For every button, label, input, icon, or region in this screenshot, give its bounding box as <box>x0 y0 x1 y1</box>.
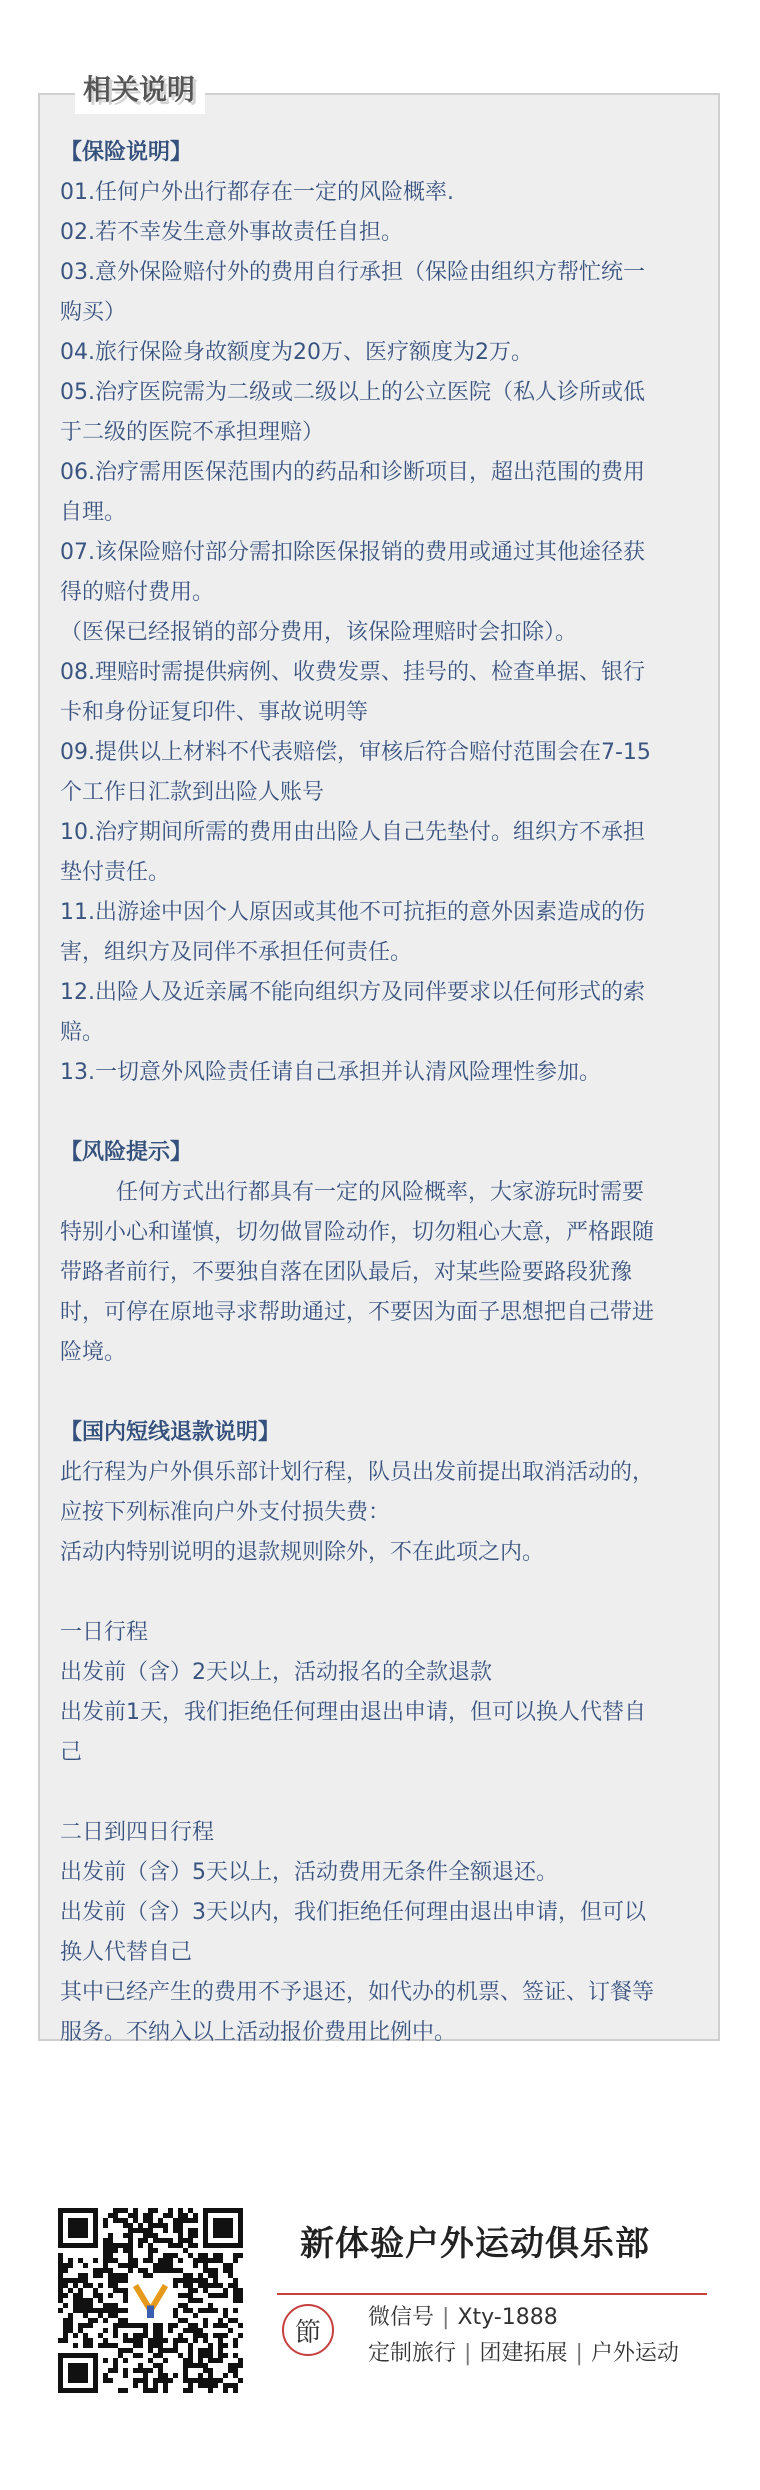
insurance-line: 08.理赔时需提供病例、收费发票、挂号的、检查单据、银行 <box>60 660 645 685</box>
spacer <box>60 1773 698 1813</box>
spacer <box>60 1573 698 1613</box>
insurance-line: （医保已经报销的部分费用，该保险理赔时会扣除）。 <box>60 620 578 645</box>
club-name: 新体验户外运动俱乐部 <box>300 2224 650 2264</box>
insurance-line: 个工作日汇款到出险人账号 <box>60 780 325 805</box>
refund-heading: 【国内短线退款说明】 <box>60 1420 281 1445</box>
wechat-id: Xty-1888 <box>457 2305 558 2330</box>
service-item: 定制旅行 <box>368 2341 457 2366</box>
insurance-line: 于二级的医院不承担理赔） <box>60 420 325 445</box>
service-item: 户外运动 <box>590 2341 679 2366</box>
separator: | <box>464 2341 472 2366</box>
insurance-line: 10.治疗期间所需的费用由出险人自己先垫付。组织方不承担 <box>60 820 645 845</box>
refund-intro-line: 应按下列标准向户外支付损失费： <box>60 1500 391 1525</box>
risk-line: 带路者前行，不要独自落在团队最后，对某些险要路段犹豫 <box>60 1260 633 1285</box>
insurance-line: 01.任何户外出行都存在一定的风险概率. <box>60 180 454 205</box>
one-day-title: 一日行程 <box>60 1620 149 1645</box>
multi-day-line: 其中已经产生的费用不予退还，如代办的机票、签证、订餐等 <box>60 1980 655 2005</box>
insurance-line: 害，组织方及同伴不承担任何责任。 <box>60 940 413 965</box>
refund-intro-line: 活动内特别说明的退款规则除外，不在此项之内。 <box>60 1540 545 1565</box>
service-item: 团建拓展 <box>479 2341 568 2366</box>
insurance-line: 12.出险人及近亲属不能向组织方及同伴要求以任何形式的索 <box>60 980 645 1005</box>
insurance-line: 13.一切意外风险责任请自己承担并认清风险理性参加。 <box>60 1060 601 1085</box>
risk-paragraph <box>60 1173 698 1373</box>
insurance-line: 05.治疗医院需为二级或二级以上的公立医院（私人诊所或低 <box>60 380 645 405</box>
insurance-line: 卡和身份证复印件、事故说明等 <box>60 700 369 725</box>
seal-icon: 節 <box>282 2304 334 2356</box>
refund-intro-line: 此行程为户外俱乐部计划行程，队员出发前提出取消活动的， <box>60 1460 655 1485</box>
section-title <box>75 62 205 114</box>
divider <box>277 2293 707 2295</box>
insurance-lines <box>60 173 698 1093</box>
insurance-line: 垫付责任。 <box>60 860 171 885</box>
one-day-line: 出发前（含）2天以上，活动报名的全款退款 <box>60 1660 492 1685</box>
separator: | <box>442 2305 450 2330</box>
wechat-line <box>368 2300 558 2331</box>
insurance-line: 07.该保险赔付部分需扣除医保报销的费用或通过其他途径获 <box>60 540 645 565</box>
risk-line: 险境。 <box>60 1340 127 1365</box>
page-title: 相关说明 <box>75 62 205 114</box>
insurance-line: 04.旅行保险身故额度为20万、医疗额度为2万。 <box>60 340 533 365</box>
insurance-line: 购买） <box>60 300 127 325</box>
one-day-line: 出发前1天，我们拒绝任何理由退出申请，但可以换人代替自 <box>60 1700 646 1725</box>
insurance-line: 得的赔付费用。 <box>60 580 215 605</box>
insurance-line: 03.意外保险赔付外的费用自行承担（保险由组织方帮忙统一 <box>60 260 645 285</box>
spacer <box>60 1373 698 1413</box>
services-line <box>368 2336 679 2367</box>
multi-day-line: 换人代替自己 <box>60 1940 193 1965</box>
multi-day-line: 出发前（含）3天以内，我们拒绝任何理由退出申请，但可以 <box>60 1900 646 1925</box>
qr-code-icon[interactable] <box>58 2208 243 2393</box>
insurance-line: 赔。 <box>60 1020 105 1045</box>
separator: | <box>575 2341 583 2366</box>
one-day-line: 己 <box>60 1740 83 1765</box>
insurance-heading: 【保险说明】 <box>60 140 193 165</box>
multi-day-line: 出发前（含）5天以上，活动费用无条件全额退还。 <box>60 1860 558 1885</box>
insurance-line: 02.若不幸发生意外事故责任自担。 <box>60 220 403 245</box>
risk-line: 特别小心和谨慎，切勿做冒险动作，切勿粗心大意，严格跟随 <box>60 1220 655 1245</box>
risk-line: 时，可停在原地寻求帮助通过，不要因为面子思想把自己带进 <box>60 1300 655 1325</box>
wechat-label: 微信号 <box>368 2305 435 2330</box>
risk-heading: 【风险提示】 <box>60 1140 193 1165</box>
insurance-line: 自理。 <box>60 500 127 525</box>
multi-day-line: 服务。不纳入以上活动报价费用比例中。 <box>60 2020 457 2045</box>
footer <box>0 2190 760 2420</box>
multi-day-title: 二日到四日行程 <box>60 1820 215 1845</box>
insurance-line: 09.提供以上材料不代表赔偿，审核后符合赔付范围会在7-15 <box>60 740 651 765</box>
spacer <box>60 1093 698 1133</box>
insurance-line: 06.治疗需用医保范围内的药品和诊断项目，超出范围的费用 <box>60 460 645 485</box>
info-card <box>38 93 720 2045</box>
risk-line: 任何方式出行都具有一定的风险概率，大家游玩时需要 <box>116 1180 645 1205</box>
insurance-line: 11.出游途中因个人原因或其他不可抗拒的意外因素造成的伤 <box>60 900 645 925</box>
